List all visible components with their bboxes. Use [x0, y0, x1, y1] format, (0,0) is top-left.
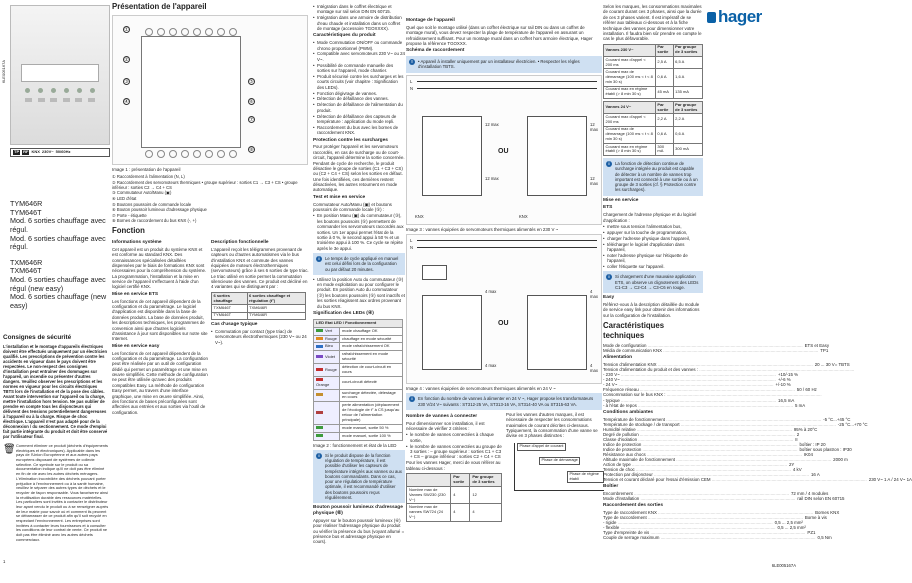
spec-row: - 240 V~ ..... +/-6 % — [603, 377, 703, 382]
regulation-note: i Si le produit dispose de la fonction régulation de température, il est possible d'utiliser les capteurs de température intégrés aux vannes ou aux boutons commandants. Dans ce cas, pour une régulation de température optimale, il est recommandé d'utiliser des boutons poussoirs reçus régulièrement. — [313, 450, 405, 503]
led-row: Rouge chauffage en mode sécurité — [314, 335, 403, 343]
schema-24v — [406, 234, 602, 384]
variant-table: 6 sorties chauffage 6 sorties chauffage et régulation (t°) TXM646T TXM646R TYM646T TYM646R — [211, 292, 306, 320]
spec-row: Type de raccordement KNX ..... Bornes KNX — [603, 510, 703, 515]
usage-title: Cas d'usage typique — [211, 322, 258, 328]
model-description: Mod. 6 sorties chauffage avec régul. — [10, 233, 106, 252]
spec-row: Résistance aux chocs ..... IK04 — [603, 452, 703, 457]
model-description: Mod. 6 sorties chauffage avec régul (new easy) — [10, 275, 106, 293]
mise-title: Mise en service — [603, 197, 639, 203]
device-symbol-a — [422, 116, 482, 196]
legend-item: ③ Commutateur Auto/Manu (▣) — [112, 190, 172, 196]
label-4-max: 4 max — [590, 363, 598, 374]
led-color-swatch — [316, 426, 323, 429]
transformer-symbol — [422, 265, 447, 280]
spec-row: Consommation sur le bus KNX : ..... — [603, 392, 703, 397]
led-row: perte alimentation (déplacement de l'écologie de t° à CS jusqu'au retour de l'alimentation principale) — [314, 402, 403, 425]
led-color-swatch — [316, 411, 323, 414]
model-description: Mod. 6 sorties chauffage (new easy) — [10, 292, 107, 311]
led-row: mode manuel, sortie 100 % — [314, 432, 403, 440]
spec-row: Humidité relative ..... 95% à 20°C — [603, 427, 703, 432]
fonction-col-left — [112, 238, 208, 416]
safety-text: L'installation et le montage d'appareils électriques doivent être effectués uniquement par un électricien qualifié. Les prescriptions de prévention contre les accidents en vigueur dans le pays doivent être respectées. Le non-respect des consignes d'installation peut entraîner des dommages sur l'appareil, un incendie ou présenter d'autres dangers. Veuillez observer les prescriptions et les normes en vigueur pour les circuits électriques TBTS lors de l'installation et de la pose des câbles. Avant toute intervention sur l'appareil ou la charge, mettre l'installation hors tension. Ne pas oublier de prendre en compte tous les disjoncteurs qui délivrent des tensions potentiellement dangereuses à l'appareil ou à la charge. Risque de choc électrique. L'appareil n'est pas adapté pour de la déconnexion / du sectionnement. Ce mode d'emploi fait partie intégrante du produit et doit être conservé par l'utilisateur final. — [3, 343, 108, 440]
led-row: Rouge détection de court-circuit en cours — [314, 364, 403, 377]
montage-text: Quel que soit le montage utilisé (dans un coffret électrique sur rail DIN ou dans un coffret de montage mural), vous devez respecter la plage de température de l'appareil en assurant un refroidissement suffisant. Pour un montage mural dans un coffret hors armoire électrique, Hager propose la référence TGOXXX. — [406, 24, 593, 46]
technical-specs: Caractéristiques techniques Mode de configuration ..... ETS et Easy Média de communication KNX ..... TP1 Alimentation Tension d'alimentation KNX ..... 20 ... 30 V= TBTS Tension d'alimentation du produit et des vannes : ..... - 230 V~ ..... +10/-15 % - 240 V~ ..... +/-6 % - 24 V~ ..... +/-10 % Fréquence réseau ..... 50 / 60 Hz Consommation sur le bus KNX : ..... - typique ..... 16,5 mA - à l'état de repos ..... 5 mA Conditions ambiantes Température de fonctionnement ..... -5 °C...+45 °C Température de stockage / de transport ..... -25 °C...+70 °C Humidité relative ..... 95% à 20°C Degré de pollution ..... 2 Classe d'isolation ..... II Indice de protection ..... boîtier : IP 20 Indice de protection ..... boîtier sous plastron : IP30 Résistance aux chocs ..... IK04 Altitude maximale de fonctionnement ..... 2000 m Action de type ..... 2Y Tension de choc ..... 4 kV Protection par disjoncteur ..... 16 A Tension et courant déclaré pour l'essai d'émission CEM ..... 230 V~ 1 A / 24 V~ 1A Boîtier Encombrement ..... 72 mm / 4 modules Mode d'installation ..... rail DIN selon EN 60715 Raccordement des sorties Type de raccordement KNX ..... Bornes KNX Type de raccordement ..... Borne à vis - rigide ..... 0,5 ... 2,5 mm² - flexible ..... 0,5 ... 2,5 mm² Type d'empreinte de vis ..... PZ1 Couple de serrage maximum ..... 0,5 Nm — [603, 321, 703, 540]
led-row — [25, 88, 95, 93]
device-body — [141, 36, 241, 148]
overload-note: i La fonction de détection continue de surcharge intégrée au produit est capable de détecter à un nombre de vannes trop important est connecté à une sortie ou à un groupe de 3 sorties (cf. § Protection contre les surcharges). — [603, 158, 703, 195]
callout-6: ⑥ — [249, 98, 254, 105]
cert-voltage: 230V~ — [41, 149, 54, 155]
spec-row: Degré de pollution ..... 2 — [603, 432, 703, 437]
callout-5: ⑤ — [249, 78, 254, 85]
figure-1-caption: Image 1 : présentation de l'appareil — [112, 166, 181, 172]
legend-item: ⑦ Porte - étiquette — [112, 212, 147, 218]
label-knx: KNX — [519, 213, 528, 219]
label-4-max: 4 max — [485, 289, 497, 295]
fonction-col-right — [211, 238, 311, 416]
spec-row: Couple de serrage maximum ..... 0,5 Nm — [603, 535, 703, 540]
page-number-right: 6LE005167A — [771, 562, 796, 568]
transformer-note: i En fonction du nombre de vannes à alimenter en 24 V ~, Hager propose les transformateurs 230 V/24 V~ suivants : ST312-25 VA, ST313-16 VA, ST314-40 VA ou ST315-63 VA. — [406, 393, 602, 409]
test-text: Commutateur Auto/Manu (▣) et boutons poussoirs de commande locale (⑤) : — [313, 201, 392, 213]
schema-230v — [406, 75, 602, 225]
spec-group-title: Alimentation — [603, 355, 633, 361]
device-symbol-b — [527, 116, 587, 196]
label-12-max: 12 max — [590, 175, 598, 186]
model-description: Mod. 6 sorties chauffage avec régul. — [10, 216, 106, 234]
device-symbol-b — [527, 295, 587, 370]
vannes-table: Par sortie Par groupe de 3 sorties Nombre max de Vannes SW230 (230 V~) 4 12 Nombre max de vannes SW724 (24 V~) 4 4 — [406, 473, 502, 522]
label-n: N — [410, 245, 414, 251]
label-4-max: 4 max — [590, 289, 598, 300]
device-figure — [112, 15, 308, 165]
led-color-swatch — [316, 355, 323, 358]
label-12-max: 12 max — [485, 121, 499, 127]
model-name: TYM646T — [10, 207, 42, 217]
weee-text: Comment éliminer ce produit (déchets d'équipements électriques et électroniques). Applicable dans les pays de l'Union Européenne et aux autres pays européens disposant de systèmes de collecte sélective. Ce symbole sur le produit ou sa documentation indique qu'il ne doit pas être éliminé en fin de vie avec les autres déchets ménagers. L'élimination incontrôlée des déchets pouvant porter préjudice à l'environnement ou à la santé humaine, veuillez le séparer des autres types de déchets et le recycler de façon responsable. Vous favoriserez ainsi la réutilisation durable des ressources matérielles. Les particuliers sont invités à contacter le distributeur leur ayant vendu le produit ou à se renseigner auprès de leur mairie pour savoir où et comment ils peuvent se débarrasser de ce produit afin qu'il soit recyclé en respectant l'environnement. Les entreprises sont invitées à contacter leurs fournisseurs et à consulter les conditions de leur contrat de vente. Ce produit ne doit pas être éliminé avec les autres déchets commerciaux. — [16, 443, 109, 542]
spec-row: Action de type ..... 2Y — [603, 462, 703, 467]
callout-4: ④ — [124, 98, 129, 105]
button-title: Bouton poussoir lumineux d'adressage physique (⑥) — [313, 505, 403, 516]
presentation-legend — [112, 174, 312, 224]
fonction-columns — [112, 238, 312, 416]
led-row: Violet rafraîchissement en mode sécurité — [314, 351, 403, 364]
fonction-title: Fonction — [112, 225, 145, 235]
features-title: Caractéristiques du produit — [313, 33, 376, 39]
led-title: Signification des LEDs (④) — [313, 310, 374, 316]
info-icon: i — [316, 453, 322, 459]
legend-item: ⑧ Bornes de raccordement du bus KNX (-, +) — [112, 218, 197, 224]
callout-1: ① — [124, 26, 129, 33]
presentation-title: Présentation de l'appareil — [112, 2, 207, 11]
figure-3-caption: Image 3 : vannes équipées de servomoteurs thermiques alimentés en 230 V ~ — [406, 226, 559, 232]
phase-tag: Phase de démarrage — [539, 457, 580, 465]
info-icon: i — [606, 161, 612, 167]
label-12-max: 12 max — [485, 175, 499, 181]
model-list — [10, 200, 110, 311]
table-24v: Vannes 24 V~ Par sortie Par groupe de 3 sorties Courant max d'appel < 200 ms 2,2 A 2,2 A Courant max de démarrage (100 ms < t < 8 min 30 s) 0,6 A 0,6 A Courant max en régime établi (> 8 min 30 s) 300 mA 300 mA — [603, 101, 703, 156]
label-l: L — [410, 238, 413, 244]
led-row: Orange court-circuit détecté — [314, 376, 403, 389]
page-number-left: 1 — [3, 558, 6, 564]
info-text: Cet appareil est un produit du système KNX et est conforme au standard KNX. Des connaissances spécialisées détaillées dispensées par le biais de formations KNX sont nécessaires pour la compréhension du système. La programmation, l'installation et la mise en service de l'appareil s'effectuent à l'aide d'un logiciel certifié KNX. — [112, 246, 207, 290]
spec-row: Tension d'alimentation KNX ..... 20 ... 30 V= TBTS — [603, 362, 703, 367]
led-row: Vert mode chauffage OK — [314, 327, 403, 335]
spec-row: - rigide ..... 0,5 ... 2,5 mm² — [603, 520, 703, 525]
features-top-list: • Intégration dans le coffret électrique et montage sur rail selon DIN EN 60715. • Intégration dans une armoire de distribution d'eau chaude et installation dans un coffret de montage (accessoire TGOXXXX). — [313, 4, 405, 31]
spec-row: Type de raccordement ..... Borne à vis — [603, 515, 703, 520]
spec-row: - 24 V~ ..... +/-10 % — [603, 382, 703, 387]
vannes-title: Nombre de vannes à connecter — [406, 413, 478, 419]
column-specs: Selon les marques, les consommations maximales de courant durant ces 3 phases, ainsi que la durée de ces 3 phases varient. Il est impératif de se référer aux tableaux ci-dessous et à la fiche technique des vannes pour dimensionner votre installation. Il faudra bien sûr prendre en compte le cas le plus défavorable. Vannes 230 V~ Par sortie Par groupe de 3 sorties Courant max d'appel < 200 ms 2,5 A 6,5 A Courant max de démarrage (100 ms < t < 8 min 30 s) 0,6 A 1,6 A Courant max en régime établi (> 8 min 30 s) 45 mA 135 mA Vannes 24 V~ Par sortie Par groupe de 3 sorties Courant max d'appel < 200 ms 2,2 A 2,2 A Courant max de démarrage (100 ms < t < 8 min 30 s) 0,6 A 0,6 A Courant max en régime établi (> 8 min 30 s) 300 mA 300 mA i La fonction de détection continue de surcharge intégrée au produit est capable de détecter à un nombre de vannes trop important est connecté à une sortie ou à un groupe de 3 sorties (cf. § Protection contre les surcharges). Mise en service ETS Chargement de l'adresse physique et du logiciel d'application : • mettre sous tension l'alimentation bus, • appuyer sur la touche de programmation, • charger l'adresse physique dans l'appareil, • télécharger le logiciel d'application dans l'appareil, • noter l'adresse physique sur l'étiquette de l'appareil, • coller l'étiquette sur l'appareil. i Si chargement d'une mauvaise application ETS, on observe un clignotement des LEDs C1-C3 → C2-C4 → C3-C6 en rouge. Easy Référez-vous à la description détaillée du module de service easy link pour obtenir des informations sur la configuration de l'installation. Caractéristiques techniques Mode de configuration ..... ETS et Easy Média de communication KNX ..... TP1 Alimentation Tension d'alimentation KNX ..... 20 ... 30 V= TBTS Tension d'alimentation du produit et des vannes : ..... - 230 V~ ..... +10/-15 % - 240 V~ ..... +/-6 % - 24 V~ ..... +/-10 % Fréquence réseau ..... 50 / 60 Hz Consommation sur le bus KNX : ..... - typique ..... 16,5 mA - à l'état de repos ..... 5 mA Conditions ambiantes Température de fonctionnement ..... -5 °C...+45 °C Température de stockage / de transport ..... -25 °C...+70 °C Humidité relative ..... 95% à 20°C Degré de pollution ..... 2 Classe d'isolation ..... II Indice de protection ..... boîtier : IP 20 Indice de protection ..... boîtier sous plastron : IP30 Résistance aux chocs ..... IK04 Altitude maximale de fonctionnement ..... 2000 m Action de type ..... 2Y Tension de choc ..... 4 kV Protection par disjoncteur ..... 16 A Tension et courant déclaré pour l'essai d'émission CEM ..... 230 V~ 1 A / 24 V~ 1A Boîtier Encombrement ..... 72 mm / 4 modules Mode d'installation ..... rail DIN selon EN 60715 Raccordement des sorties Type de raccordement KNX ..... Bornes KNX Type de raccordement ..... Borne à vis - rigide ..... 0,5 ... 2,5 mm² - flexible ..... 0,5 ... 2,5 mm² Type d'empreinte de vis ..... PZ1 Couple de serrage maximum ..... 0,5 Nm 6LE005167A — [603, 4, 802, 571]
spec-row: - 230 V~ ..... +10/-15 % — [603, 372, 703, 377]
protect-title: Protection contre les surcharges — [313, 137, 388, 143]
led-row: mode manuel, sortie 50 % — [314, 424, 403, 432]
wrong-app-note: i Si chargement d'une mauvaise application ETS, on observe un clignotement des LEDs C1-C3 → C2-C4 → C3-C6 en rouge. — [603, 271, 703, 293]
figure-4-caption: Image 4 : vannes équipées de servomoteurs thermiques alimentés en 24 V ~ — [406, 386, 556, 392]
warning-icon: ! — [409, 59, 415, 65]
vannes-col-left: Nombre de vannes à connecter Pour dimensionner son installation, il est nécessaire de vérifier 2 critères : • le nombre de vannes connectées à chaque sortie, • le nombre de vannes connectées au groupe de 3 sorties : – groupe supérieur : sorties C1 + C3 + CS – groupe inférieur : sorties C2 + C4 + CS Pour les vannes Hager, merci de vous référer au tableau ci-dessous : Par sortie Par groupe de 3 sorties Nombre max de Vannes SW230 (230 V~) 4 12 Nombre max de vannes SW724 (24 V~) 4 4 — [406, 412, 502, 522]
spec-row: - typique ..... 16,5 mA — [603, 398, 703, 403]
document-code-vertical: 6LE005167A — [1, 60, 6, 84]
spec-row: Tension d'alimentation du produit et des vannes : ..... — [603, 367, 703, 372]
callout-7: ⑦ — [249, 116, 254, 123]
column-features — [313, 4, 405, 571]
legend-item: ① Raccordement à l'alimentation (N, L) — [112, 173, 185, 179]
weee-bin-icon: 🗑 — [3, 444, 16, 455]
legend-item: ⑤ Boutons poussoirs de commande locale — [112, 201, 192, 207]
legend-item: ④ LED d'état — [112, 195, 137, 201]
label-4-max: 4 max — [485, 363, 497, 369]
label-strip — [21, 64, 99, 82]
callout-8: ⑧ — [249, 146, 254, 153]
led-color-swatch — [316, 393, 323, 396]
cert-rf: RF — [23, 149, 29, 155]
led-color-swatch — [316, 329, 323, 332]
spec-row: Classe d'isolation ..... II — [603, 437, 703, 442]
manual-cycle-note: i Le temps de cycle appliqué en manuel est celui défini lors de la configuration ou par défaut 20 minutes. — [313, 253, 405, 275]
column-montage — [406, 16, 602, 583]
label-12-max: 12 max — [590, 121, 598, 132]
bottom-terminals — [145, 150, 237, 159]
cert-frequency: 50/60Hz — [55, 149, 71, 155]
led-color-swatch — [316, 368, 323, 371]
info-icon: i — [316, 256, 322, 262]
info-icon: i — [606, 274, 612, 280]
spec-row: Fréquence réseau ..... 50 / 60 Hz — [603, 387, 703, 392]
spec-group-title: Conditions ambiantes — [603, 409, 654, 415]
safety-section — [3, 334, 109, 439]
label-l: L — [410, 78, 413, 84]
button-row — [25, 98, 95, 102]
specs-title: Caractéristiques techniques — [603, 321, 665, 340]
legend-item: ⑥ Bouton poussoir lumineux d'adressage physique — [112, 207, 207, 213]
spec-row: Tension et courant déclaré pour l'essai d'émission CEM ..... 230 V~ 1 A / 24 V~ 1A — [603, 477, 703, 482]
easy-title: Easy — [603, 295, 615, 301]
product-photo — [10, 5, 110, 145]
ets-text: Les fonctions de cet appareil dépendent de la configuration et du paramétrage. Le logiciel d'application est disponible dans la base de données produits. La base de données produit, les descriptions techniques, les programmes de conversion ainsi que d'autres logiciels d'assistance à jour sont disponibles sur notre site Internet. — [112, 298, 208, 342]
model-name: TXM646R — [10, 257, 43, 267]
device-symbol-a — [422, 295, 482, 370]
model-name: TXM646T — [10, 266, 42, 276]
test-title: Test et mise en service — [313, 194, 366, 200]
label-n: N — [410, 85, 414, 91]
model-name: TYM646R — [10, 199, 43, 208]
info-title: Informations système — [112, 240, 162, 245]
led-row: Bleu mode rafraîchissement OK — [314, 343, 403, 351]
spec-row: Type d'empreinte de vis ..... PZ1 — [603, 530, 703, 535]
legend-item: ② Raccordement des servomoteurs thermiques • groupe supérieur : sorties C1 → C3 + CS • groupe inférieur : sorties C2 → C4 + CS — [112, 179, 298, 190]
easy-title: Mise en service easy — [112, 343, 160, 349]
button-text: Appuyer sur le bouton poussoir lumineux (⑥) pour réaliser l'adressage physique du produit ou vérifier la présence du bus (voyant allumé = présence bus et adressage physique en cours). — [313, 517, 405, 545]
features-list: • Mode Commutation ON/OFF ou commande chrono proportionnel (PWM). • Compatible avec servomoteurs 230 V~ ou 24 V~. • Possibilité de commande manuelle des sorties sur l'appareil, mode chantier. • Produit sécurisé contre les surcharges et les courts circuits (voir chapitre : Signification des LEDs). • Fonction dégivrage de vannes. • Détection de défaillance des vannes. • Détection de défaillance de l'alimentation du produit. • Détection de défaillance des capteurs de température : application du mode repli. • Raccordement du bus avec les bornes de raccordement KNX. — [313, 40, 405, 135]
consumption-intro: Selon les marques, les consommations maximales de courant durant ces 3 phases, ainsi que la durée de ces 3 phases varient. Il est impératif de se référer aux tableaux ci-dessous et à la fiche technique des vannes pour dimensionner votre installation. Il faudra bien sûr prendre en compte le cas le plus défavorable. — [603, 4, 702, 42]
phase-diagram — [514, 443, 604, 491]
spec-row: Température de stockage / de transport ..... -25 °C...+70 °C — [603, 422, 703, 427]
usage-list: • Commutation par contact (type triac) de servomoteurs électrothermiques (230 V~ ou 24 V~). — [211, 329, 311, 345]
spec-row: Température de fonctionnement ..... -5 °C...+45 °C — [603, 417, 703, 422]
spec-row: Encombrement ..... 72 mm / 4 modules — [603, 491, 703, 496]
ets-list: • mettre sous tension l'alimentation bus, • appuyer sur la touche de programmation, • charger l'adresse physique dans l'appareil, • télécharger le logiciel d'application dans l'appareil, • noter l'adresse physique sur l'étiquette de l'appareil, • coller l'étiquette sur l'appareil. — [603, 224, 703, 270]
spec-group-title: Boîtier — [603, 484, 619, 490]
spec-row: Protection par disjoncteur ..... 16 A — [603, 472, 703, 477]
test-list-2: • Utilisez la position Auto du commutateur (③) en mode exploitation ou pour configurer le produit. En position Auto du commutateur (③) les boutons poussoirs (⑤) sont inactifs et les sorties réagissent aux ordres provenant du bus KNX. — [313, 277, 405, 309]
cert-tp: TP — [14, 149, 20, 155]
or-label: OU — [498, 320, 509, 328]
desc-title: Description fonctionnelle — [211, 240, 269, 245]
led-color-swatch — [316, 337, 323, 340]
safety-title: Consignes de sécurité — [3, 334, 72, 341]
spec-row: Indice de protection ..... boîtier sous plastron : IP30 — [603, 447, 703, 452]
column-presentation — [112, 0, 312, 567]
weee-section — [3, 444, 109, 542]
spec-row: Altitude maximale de fonctionnement ..... 2000 m — [603, 457, 703, 462]
vannes-columns — [406, 412, 602, 522]
desc-text: L'appareil reçoit les télégrammes provenant de capteurs ou d'autres automatismes via le bus d'installation KNX et commute des vannes équipées de moteurs électrothermiques (servomoteurs) grâce à ses 6 sorties de type triac. Le triac utilisé en sortie permet la commutation silencieuse des vannes. Ce produit est décliné en 4 variantes qui se distinguent par : — [211, 246, 309, 290]
or-label: OU — [498, 147, 509, 155]
certification-row — [10, 148, 110, 157]
info-icon: i — [409, 396, 415, 402]
ets-title: ETS — [603, 205, 613, 211]
table-230v: Vannes 230 V~ Par sortie Par groupe de 3 sorties Courant max d'appel < 200 ms 2,5 A 6,5 A Courant max de démarrage (100 ms < t < 8 min 30 s) 0,6 A 1,6 A Courant max en régime établi (> 8 min 30 s) 45 mA 135 mA — [603, 44, 703, 99]
ets-title: Mise en service ETS — [112, 291, 159, 297]
hager-logo: hager — [707, 7, 762, 28]
spec-group-title: Raccordement des sorties — [603, 503, 663, 509]
cert-knx: KNX — [31, 149, 40, 155]
callout-3: ③ — [124, 78, 129, 85]
led-row: surcharge détectée, délestage en cours — [314, 389, 403, 402]
schema-title: Schéma de raccordement — [406, 48, 465, 54]
label-knx: KNX — [415, 213, 424, 219]
test-list: • En position Manu (▣) du commutateur (③), les boutons poussoirs (⑤) permettent de commander les servomoteurs raccordés aux sorties. Un 1er appui permet l'état de la sortie à 0 %, le second appui à 50 % et un troisième appui à 100 %. Ce cycle se répète après le 3e appui. — [313, 213, 405, 251]
protect-text: Pour protéger l'appareil et les servomoteurs raccordés, en cas de surcharge ou de court-circuit, l'appareil détermine la sortie concernée. Pendant de cycle de recherche, le produit désactive le groupe de sorties (C1 + C3 + CS) ou (C2 + C4 + CS) selon les sorties en défaut. Une fois identifiées, ces dernières restent désactivées, les autres retournent en mode automatique. — [313, 144, 405, 193]
led-color-swatch — [316, 345, 323, 348]
spec-row: Indice de protection ..... boîtier : IP 20 — [603, 442, 703, 447]
led-color-swatch — [316, 434, 323, 437]
spec-row: Tension de choc ..... 4 kV — [603, 467, 703, 472]
installer-warning: ! • Appareil à installer uniquement par un installateur électricien. • Respecter les règles d'installation TBTS. — [406, 56, 602, 72]
column-cover — [0, 0, 110, 567]
vannes-col-right: Pour les vannes d'autres marques, il est nécessaire de respecter les consommations maximales de courant décrites ci-dessous. Typiquement, la consommation d'une vanne se divise en 3 phases distinctes : Phase d'appel de courant Phase de démarrage Phase de régime établi — [506, 412, 602, 522]
phase-tag: Phase d'appel de courant — [517, 443, 566, 451]
easy-text: Les fonctions de cet appareil dépendent de la configuration et du paramétrage. La configuration peut être réalisée par un outil de configuration dédié qui permet un paramétrage et une mise en œuvre simplifiés. Cette méthode de configuration ne peut être utilisée qu'avec des produits compatibles Easy. La méthode de configuration Easy permet, au travers d'une interface graphique, une mise en œuvre simplifiée. Ainsi, des fonctions de bases préconfigurées sont affectées aux entrées et aux sorties via l'outil de configuration. — [112, 350, 208, 415]
callout-2: ② — [124, 56, 129, 63]
spec-row: - flexible ..... 0,5 ... 2,5 mm² — [603, 525, 703, 530]
led-table: LED Etat LED / Fonctionnement Vert mode chauffage OK Rouge chauffage en mode sécurité Bleu mode rafraîchissement OK Violet rafraîchissement en mode sécurité Rouge détection de court-circuit en cours Orange court-circuit détecté surcharge détectée, délestage en cours perte alimentation (déplacement de l'écologie de t° à CS jusqu'au retour de l'alimentation principale) mode manuel, sortie 50 % mode manuel, sortie 100 % — [313, 319, 403, 441]
spec-row: Mode d'installation ..... rail DIN selon EN 60715 — [603, 496, 703, 501]
montage-title: Montage de l'appareil — [406, 18, 455, 23]
spec-row: - à l'état de repos ..... 5 mA — [603, 403, 703, 408]
phase-tag: Phase de régime établi — [567, 471, 604, 484]
figure-2-caption: Image 2 : fonctionnement et état de la LED — [313, 442, 397, 448]
